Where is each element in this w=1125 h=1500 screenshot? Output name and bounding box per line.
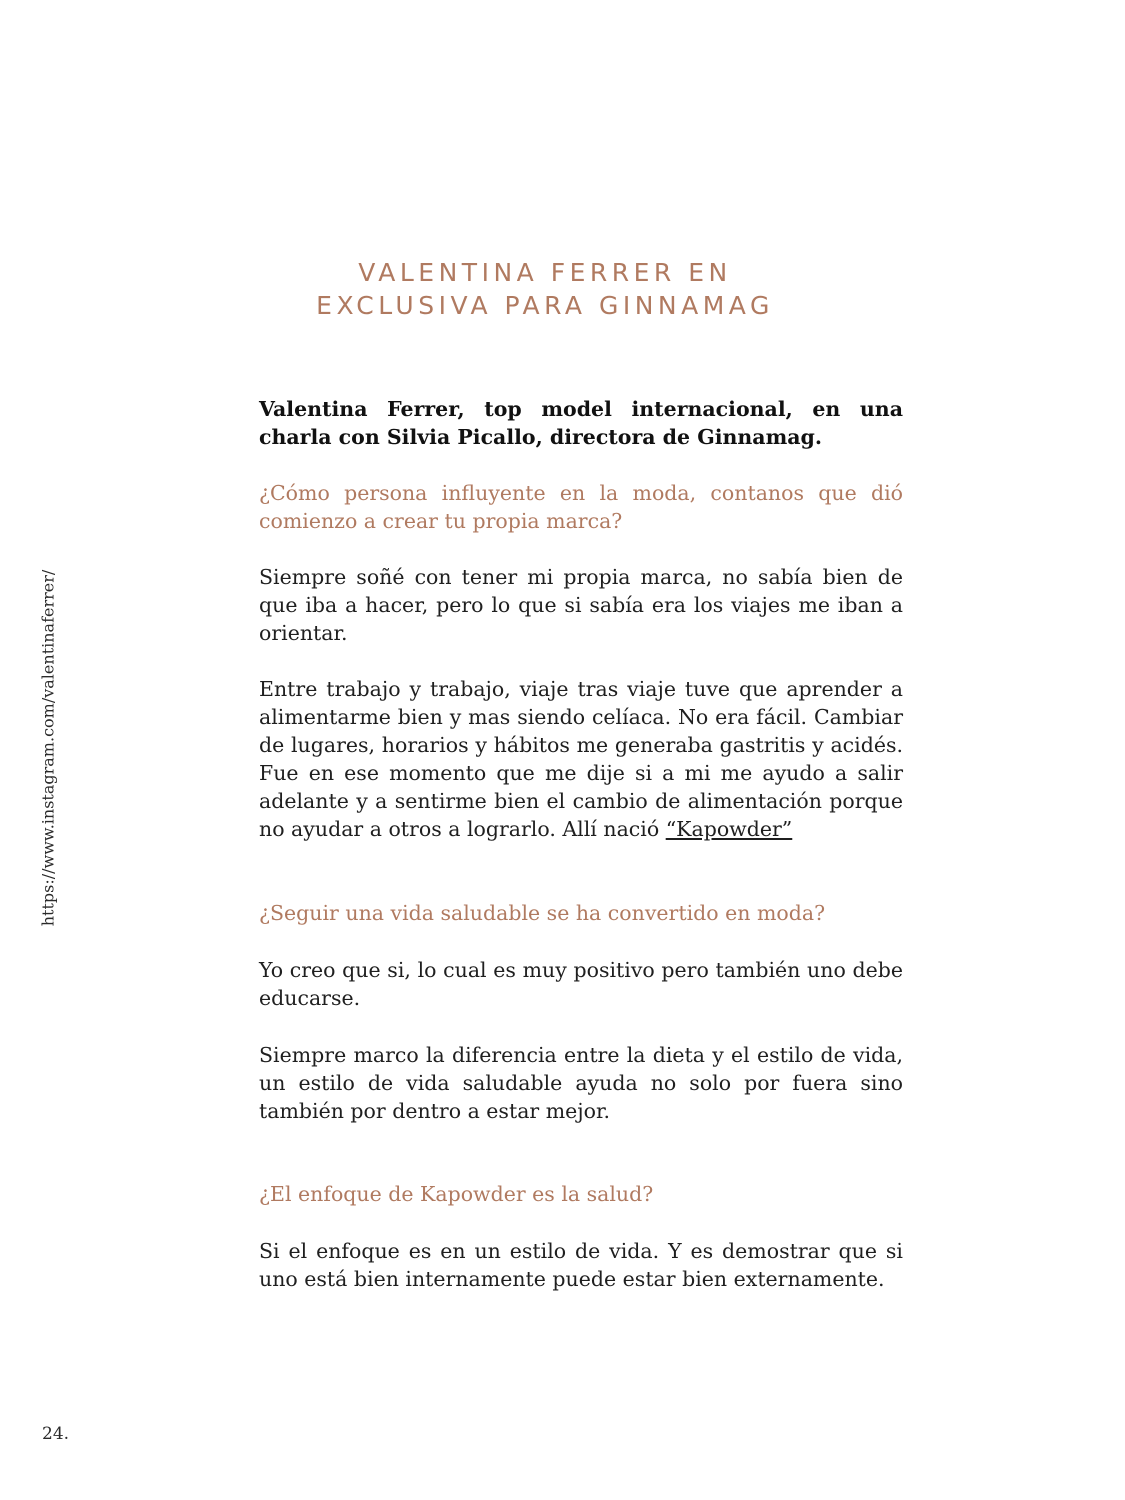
question-1: ¿Cómo persona influyente en la moda, contanos que dió comienzo a crear tu propia marca? bbox=[259, 481, 903, 533]
question-3: ¿El enfoque de Kapowder es la salud? bbox=[259, 1182, 654, 1206]
answer-1-paragraph-1: Siempre soñé con tener mi propia marca, no sabía bien de que iba a hacer, pero lo que si sabía era los viajes me iban a orientar. bbox=[259, 565, 903, 645]
answer-2-paragraph-1: Yo creo que si, lo cual es muy positivo pero también uno debe educarse. bbox=[259, 958, 903, 1010]
answer-2-paragraph-2: Siempre marco la diferencia entre la dieta y el estilo de vida, un estilo de vida saludable ayuda no solo por fuera sino también por dentro a estar mejor. bbox=[259, 1043, 903, 1123]
title-line-2: EXCLUSIVA PARA GINNAMAG bbox=[316, 291, 774, 320]
answer-3-paragraph-1: Si el enfoque es en un estilo de vida. Y es demostrar que si uno está bien internamente puede estar bien externamente. bbox=[259, 1239, 903, 1291]
kapowder-link[interactable]: “Kapowder” bbox=[665, 817, 793, 841]
page-number: 24. bbox=[42, 1424, 70, 1444]
question-2: ¿Seguir una vida saludable se ha convertido en moda? bbox=[259, 901, 826, 925]
title-line-1: VALENTINA FERRER EN bbox=[358, 258, 732, 287]
instagram-url: https://www.instagram.com/valentinaferrer/ bbox=[38, 569, 58, 927]
answer-1-paragraph-2 bbox=[259, 675, 903, 843]
answer-1-paragraph-2-text: Entre trabajo y trabajo, viaje tras viaje tuve que aprender a alimentarme bien y mas siendo celíaca. No era fácil. Cambiar de lugares, horarios y hábitos me generaba gastritis y acidés. Fue en ese momento que me dije si a mi me ayudo a salir adelante y a sentirme bien el cambio de alimentación porque no ayudar a otros a lograrlo. Allí nació bbox=[259, 677, 903, 841]
intro-paragraph: Valentina Ferrer, top model internacional, en una charla con Silvia Picallo, directora de Ginnamag. bbox=[259, 397, 903, 449]
article-title bbox=[200, 256, 890, 322]
